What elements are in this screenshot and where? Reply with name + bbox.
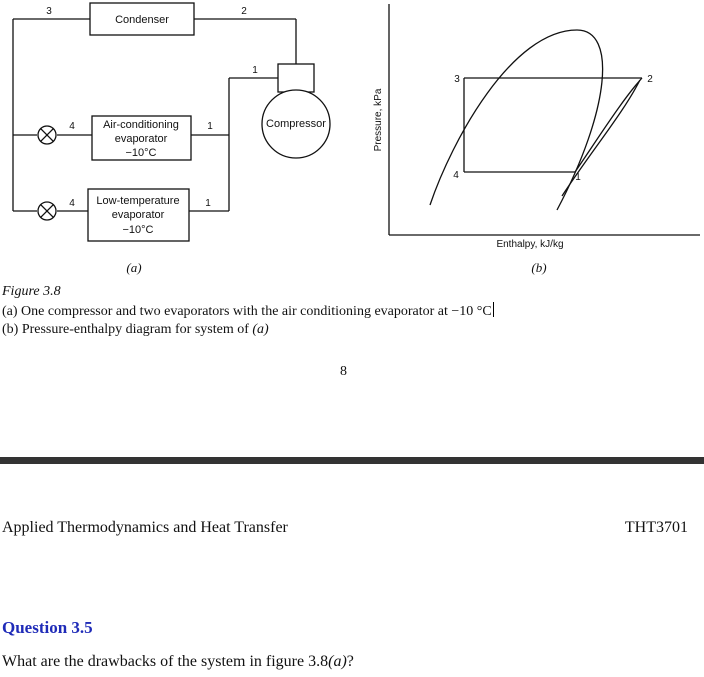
saturation-dome [430, 30, 603, 210]
question-text-prefix: What are the drawbacks of the system in figure 3.8 [2, 653, 329, 670]
figure-caption-title: Figure 3.8 [2, 284, 61, 299]
lt-evap-line-2: evaporator [111, 209, 165, 221]
x-axis-label: Enthalpy, kJ/kg [496, 239, 564, 250]
compressor-neck [278, 64, 314, 92]
text-cursor [493, 302, 494, 317]
state-label-2: 2 [241, 6, 247, 17]
subfigure-label-b: (b) [531, 260, 547, 275]
question-text [2, 653, 354, 671]
point-label-3: 3 [454, 74, 460, 85]
lt-expansion-valve [38, 202, 56, 220]
state-label-1-compressor: 1 [252, 65, 258, 76]
header-title: Applied Thermodynamics and Heat Transfer [2, 519, 288, 536]
ac-evap-line-2: evaporator [114, 133, 168, 145]
point-label-4: 4 [453, 170, 459, 181]
compressor-label: Compressor [266, 118, 326, 130]
question-text-suffix: ? [346, 653, 354, 670]
lt-evap-line-3: −10°C [122, 224, 154, 236]
ac-evap-line-3: −10°C [125, 147, 157, 159]
caption-b-ref: (a) [252, 322, 269, 337]
page-number: 8 [340, 364, 347, 379]
caption-a-text: (a) One compressor and two evaporators with the air conditioning evaporator at −10 °C [2, 304, 492, 319]
ac-expansion-valve [38, 126, 56, 144]
ph-diagram [372, 0, 704, 280]
question-title: Question 3.5 [2, 618, 93, 637]
y-axis-label: Pressure, kPa [373, 88, 384, 152]
condenser-label: Condenser [115, 14, 169, 26]
page-separator [0, 457, 704, 464]
point-label-2: 2 [647, 74, 653, 85]
state-label-1-lt: 1 [205, 198, 211, 209]
question-text-ref: (a) [328, 653, 347, 670]
state-label-4-ac: 4 [69, 121, 75, 132]
subfigure-label-a: (a) [126, 260, 142, 275]
caption-b-text: (b) Pressure-enthalpy diagram for system of [2, 322, 253, 337]
figure-caption-b [2, 322, 269, 338]
state-label-3: 3 [46, 6, 52, 17]
ac-evap-line-1: Air-conditioning [103, 119, 179, 131]
state-label-4-lt: 4 [69, 198, 75, 209]
system-schematic [0, 0, 372, 280]
header-course-code: THT3701 [624, 519, 688, 536]
figure-caption-a [2, 302, 494, 320]
state-label-1-ac: 1 [207, 121, 213, 132]
lt-evap-line-1: Low-temperature [96, 195, 180, 207]
point-label-1: 1 [575, 172, 581, 183]
